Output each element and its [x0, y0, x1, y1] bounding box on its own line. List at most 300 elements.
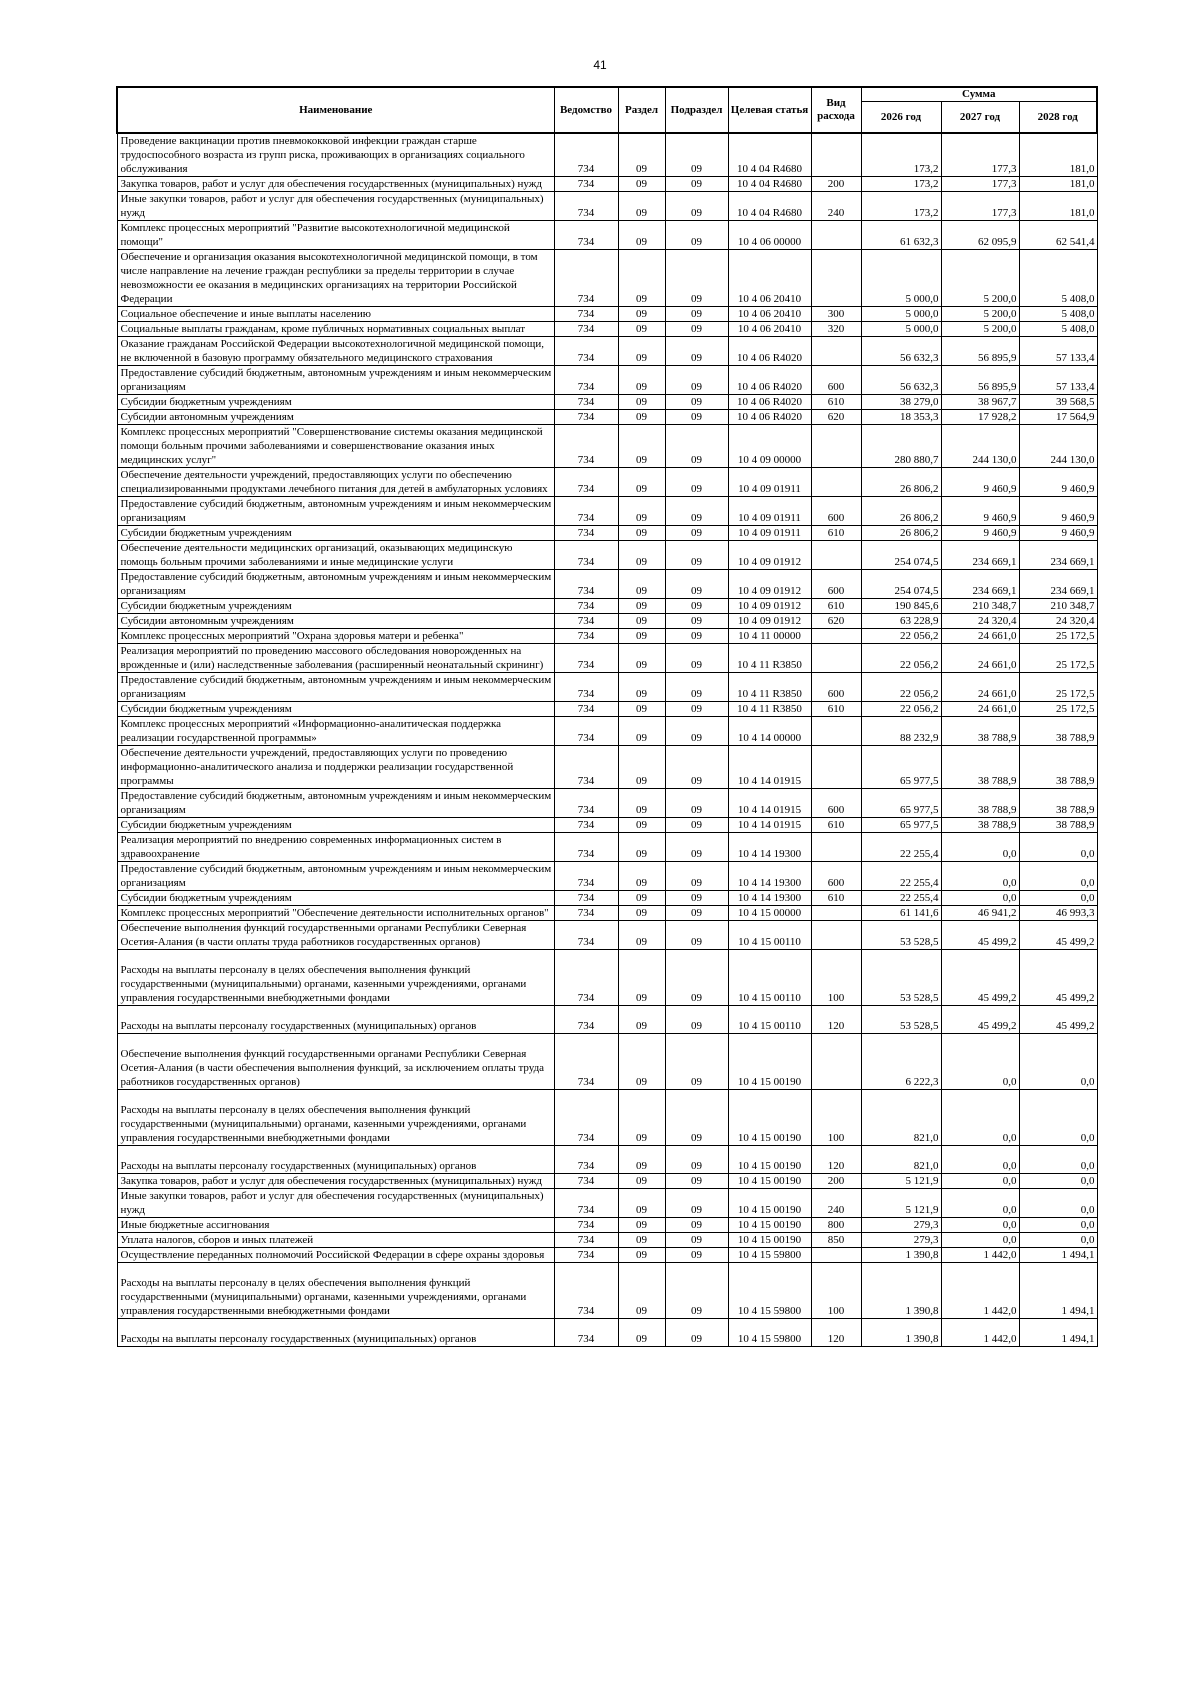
cell-name: Субсидии автономным учреждениям [117, 614, 554, 629]
cell-expense-type: 610 [811, 526, 861, 541]
cell-sum-2027: 177,3 [941, 133, 1019, 177]
cell-razdel: 09 [618, 1233, 665, 1248]
cell-sum-2026: 18 353,3 [861, 410, 941, 425]
cell-vedomstvo: 734 [554, 395, 618, 410]
cell-name: Закупка товаров, работ и услуг для обеспечения государственных (муниципальных) нужд [117, 1174, 554, 1189]
cell-expense-type [811, 644, 861, 673]
cell-podrazdel: 09 [665, 192, 728, 221]
cell-target-article: 10 4 14 01915 [728, 818, 811, 833]
cell-expense-type: 100 [811, 1090, 861, 1146]
cell-sum-2026: 53 528,5 [861, 1006, 941, 1034]
cell-sum-2027: 0,0 [941, 1174, 1019, 1189]
cell-razdel: 09 [618, 1218, 665, 1233]
cell-vedomstvo: 734 [554, 1319, 618, 1347]
cell-sum-2027: 5 200,0 [941, 250, 1019, 307]
cell-vedomstvo: 734 [554, 1263, 618, 1319]
cell-name: Субсидии бюджетным учреждениям [117, 526, 554, 541]
table-row [117, 1146, 1097, 1174]
cell-sum-2028: 25 172,5 [1019, 702, 1097, 717]
cell-expense-type [811, 629, 861, 644]
cell-sum-2028: 0,0 [1019, 1146, 1097, 1174]
cell-name: Субсидии бюджетным учреждениям [117, 702, 554, 717]
cell-podrazdel: 09 [665, 1319, 728, 1347]
cell-expense-type: 610 [811, 599, 861, 614]
cell-podrazdel: 09 [665, 1006, 728, 1034]
cell-sum-2027: 177,3 [941, 192, 1019, 221]
cell-expense-type [811, 906, 861, 921]
cell-podrazdel: 09 [665, 746, 728, 789]
cell-target-article: 10 4 15 00190 [728, 1090, 811, 1146]
table-row [117, 570, 1097, 599]
cell-sum-2027: 1 442,0 [941, 1319, 1019, 1347]
cell-target-article: 10 4 09 01912 [728, 599, 811, 614]
cell-name: Предоставление субсидий бюджетным, автономным учреждениям и иным некоммерческим организациям [117, 789, 554, 818]
cell-sum-2026: 190 845,6 [861, 599, 941, 614]
header-name: Наименование [117, 87, 554, 133]
cell-podrazdel: 09 [665, 906, 728, 921]
cell-sum-2027: 5 200,0 [941, 307, 1019, 322]
cell-name: Комплекс процессных мероприятий "Совершенствование системы оказания медицинской помощи больным прочими заболеваниями и совершенствование оказания иных медицинских услуг" [117, 425, 554, 468]
cell-sum-2028: 17 564,9 [1019, 410, 1097, 425]
cell-razdel: 09 [618, 468, 665, 497]
cell-name: Субсидии бюджетным учреждениям [117, 395, 554, 410]
cell-vedomstvo: 734 [554, 950, 618, 1006]
cell-expense-type [811, 541, 861, 570]
cell-razdel: 09 [618, 410, 665, 425]
cell-expense-type [811, 468, 861, 497]
cell-target-article: 10 4 15 00110 [728, 950, 811, 1006]
cell-target-article: 10 4 09 01912 [728, 570, 811, 599]
cell-vedomstvo: 734 [554, 570, 618, 599]
cell-podrazdel: 09 [665, 221, 728, 250]
cell-sum-2027: 0,0 [941, 891, 1019, 906]
cell-sum-2028: 0,0 [1019, 833, 1097, 862]
cell-sum-2026: 56 632,3 [861, 366, 941, 395]
cell-name: Обеспечение деятельности учреждений, предоставляющих услуги по проведению информационно-аналитического анализа и поддержки реализации государственной программы [117, 746, 554, 789]
cell-name: Субсидии автономным учреждениям [117, 410, 554, 425]
cell-expense-type [811, 133, 861, 177]
table-row [117, 702, 1097, 717]
cell-expense-type: 600 [811, 570, 861, 599]
cell-sum-2028: 0,0 [1019, 1034, 1097, 1090]
cell-razdel: 09 [618, 1248, 665, 1263]
cell-expense-type: 800 [811, 1218, 861, 1233]
cell-name: Субсидии бюджетным учреждениям [117, 818, 554, 833]
cell-name: Обеспечение деятельности медицинских организаций, оказывающих медицинскую помощь больным прочими заболеваниями и иные медицинские услуги [117, 541, 554, 570]
cell-target-article: 10 4 14 19300 [728, 833, 811, 862]
cell-razdel: 09 [618, 818, 665, 833]
table-row [117, 177, 1097, 192]
cell-sum-2027: 45 499,2 [941, 950, 1019, 1006]
table-row [117, 906, 1097, 921]
cell-sum-2026: 254 074,5 [861, 570, 941, 599]
table-row [117, 673, 1097, 702]
cell-sum-2028: 45 499,2 [1019, 950, 1097, 1006]
cell-sum-2027: 24 661,0 [941, 673, 1019, 702]
cell-razdel: 09 [618, 497, 665, 526]
cell-sum-2028: 5 408,0 [1019, 322, 1097, 337]
cell-expense-type: 610 [811, 702, 861, 717]
cell-sum-2026: 5 000,0 [861, 307, 941, 322]
cell-podrazdel: 09 [665, 526, 728, 541]
cell-sum-2026: 280 880,7 [861, 425, 941, 468]
table-row [117, 1174, 1097, 1189]
cell-target-article: 10 4 09 01911 [728, 526, 811, 541]
cell-target-article: 10 4 15 00190 [728, 1233, 811, 1248]
cell-razdel: 09 [618, 1263, 665, 1319]
table-row [117, 468, 1097, 497]
cell-vedomstvo: 734 [554, 1006, 618, 1034]
table-row [117, 497, 1097, 526]
cell-sum-2028: 0,0 [1019, 1233, 1097, 1248]
cell-razdel: 09 [618, 1090, 665, 1146]
cell-razdel: 09 [618, 862, 665, 891]
cell-target-article: 10 4 06 R4020 [728, 337, 811, 366]
cell-target-article: 10 4 15 00110 [728, 921, 811, 950]
cell-podrazdel: 09 [665, 410, 728, 425]
cell-sum-2028: 234 669,1 [1019, 541, 1097, 570]
cell-expense-type: 600 [811, 862, 861, 891]
cell-podrazdel: 09 [665, 702, 728, 717]
cell-sum-2027: 1 442,0 [941, 1263, 1019, 1319]
cell-sum-2027: 17 928,2 [941, 410, 1019, 425]
cell-sum-2027: 244 130,0 [941, 425, 1019, 468]
cell-sum-2027: 9 460,9 [941, 526, 1019, 541]
cell-expense-type [811, 833, 861, 862]
cell-target-article: 10 4 15 59800 [728, 1319, 811, 1347]
cell-target-article: 10 4 15 00190 [728, 1174, 811, 1189]
cell-target-article: 10 4 15 00110 [728, 1006, 811, 1034]
cell-podrazdel: 09 [665, 468, 728, 497]
cell-razdel: 09 [618, 526, 665, 541]
cell-target-article: 10 4 04 R4680 [728, 133, 811, 177]
cell-target-article: 10 4 14 19300 [728, 891, 811, 906]
table-body [117, 133, 1097, 1347]
budget-table [116, 86, 1098, 1347]
cell-sum-2028: 24 320,4 [1019, 614, 1097, 629]
cell-sum-2027: 38 967,7 [941, 395, 1019, 410]
cell-razdel: 09 [618, 250, 665, 307]
cell-sum-2028: 38 788,9 [1019, 746, 1097, 789]
cell-name: Обеспечение деятельности учреждений, предоставляющих услуги по обеспечению специализированными продуктами лечебного питания для детей в амбулаторных условиях [117, 468, 554, 497]
cell-razdel: 09 [618, 629, 665, 644]
cell-expense-type: 300 [811, 307, 861, 322]
cell-target-article: 10 4 11 R3850 [728, 702, 811, 717]
cell-expense-type: 200 [811, 1174, 861, 1189]
cell-sum-2026: 1 390,8 [861, 1248, 941, 1263]
table-row [117, 425, 1097, 468]
cell-sum-2028: 0,0 [1019, 1090, 1097, 1146]
cell-sum-2027: 177,3 [941, 177, 1019, 192]
cell-sum-2028: 5 408,0 [1019, 307, 1097, 322]
cell-sum-2028: 1 494,1 [1019, 1319, 1097, 1347]
cell-sum-2027: 56 895,9 [941, 366, 1019, 395]
cell-expense-type [811, 250, 861, 307]
cell-name: Расходы на выплаты персоналу государственных (муниципальных) органов [117, 1319, 554, 1347]
cell-razdel: 09 [618, 1034, 665, 1090]
cell-expense-type: 240 [811, 192, 861, 221]
cell-sum-2027: 24 320,4 [941, 614, 1019, 629]
cell-target-article: 10 4 09 01911 [728, 497, 811, 526]
cell-vedomstvo: 734 [554, 1233, 618, 1248]
cell-sum-2026: 279,3 [861, 1218, 941, 1233]
table-row [117, 862, 1097, 891]
cell-sum-2027: 210 348,7 [941, 599, 1019, 614]
cell-expense-type: 120 [811, 1319, 861, 1347]
cell-vedomstvo: 734 [554, 425, 618, 468]
cell-target-article: 10 4 09 01912 [728, 541, 811, 570]
cell-expense-type: 620 [811, 614, 861, 629]
cell-vedomstvo: 734 [554, 322, 618, 337]
cell-razdel: 09 [618, 673, 665, 702]
table-row [117, 599, 1097, 614]
cell-podrazdel: 09 [665, 177, 728, 192]
cell-expense-type: 850 [811, 1233, 861, 1248]
cell-vedomstvo: 734 [554, 673, 618, 702]
cell-name: Социальные выплаты гражданам, кроме публичных нормативных социальных выплат [117, 322, 554, 337]
table-row [117, 337, 1097, 366]
table-row [117, 614, 1097, 629]
cell-podrazdel: 09 [665, 541, 728, 570]
cell-vedomstvo: 734 [554, 221, 618, 250]
cell-target-article: 10 4 15 59800 [728, 1263, 811, 1319]
cell-target-article: 10 4 06 R4020 [728, 395, 811, 410]
cell-razdel: 09 [618, 921, 665, 950]
header-target-article: Целевая статья [728, 87, 811, 133]
cell-name: Субсидии бюджетным учреждениям [117, 891, 554, 906]
table-row [117, 1034, 1097, 1090]
cell-vedomstvo: 734 [554, 307, 618, 322]
cell-razdel: 09 [618, 337, 665, 366]
cell-sum-2027: 0,0 [941, 1034, 1019, 1090]
table-row [117, 526, 1097, 541]
cell-sum-2026: 22 056,2 [861, 644, 941, 673]
cell-sum-2028: 1 494,1 [1019, 1263, 1097, 1319]
cell-sum-2027: 45 499,2 [941, 1006, 1019, 1034]
cell-podrazdel: 09 [665, 250, 728, 307]
cell-expense-type: 600 [811, 673, 861, 702]
cell-podrazdel: 09 [665, 322, 728, 337]
cell-name: Реализация мероприятий по внедрению современных информационных систем в здравоохранение [117, 833, 554, 862]
table-row [117, 629, 1097, 644]
cell-podrazdel: 09 [665, 891, 728, 906]
cell-razdel: 09 [618, 891, 665, 906]
cell-target-article: 10 4 15 00190 [728, 1218, 811, 1233]
table-row [117, 1189, 1097, 1218]
cell-sum-2027: 9 460,9 [941, 497, 1019, 526]
table-row [117, 1218, 1097, 1233]
cell-vedomstvo: 734 [554, 497, 618, 526]
cell-podrazdel: 09 [665, 833, 728, 862]
cell-podrazdel: 09 [665, 395, 728, 410]
cell-vedomstvo: 734 [554, 1034, 618, 1090]
cell-sum-2028: 0,0 [1019, 1189, 1097, 1218]
cell-sum-2028: 9 460,9 [1019, 468, 1097, 497]
cell-podrazdel: 09 [665, 644, 728, 673]
cell-podrazdel: 09 [665, 921, 728, 950]
cell-sum-2027: 234 669,1 [941, 570, 1019, 599]
cell-vedomstvo: 734 [554, 1248, 618, 1263]
cell-razdel: 09 [618, 177, 665, 192]
cell-name: Расходы на выплаты персоналу в целях обеспечения выполнения функций государственными (муниципальными) органами, казенными учреждениями, органами управления государственными внебюджетными фондами [117, 1263, 554, 1319]
cell-sum-2027: 24 661,0 [941, 702, 1019, 717]
cell-sum-2027: 46 941,2 [941, 906, 1019, 921]
cell-podrazdel: 09 [665, 862, 728, 891]
cell-razdel: 09 [618, 1146, 665, 1174]
cell-name: Осуществление переданных полномочий Российской Федерации в сфере охраны здоровья [117, 1248, 554, 1263]
header-year-2027: 2027 год [941, 102, 1019, 133]
cell-target-article: 10 4 09 01911 [728, 468, 811, 497]
cell-expense-type: 610 [811, 395, 861, 410]
cell-sum-2026: 821,0 [861, 1146, 941, 1174]
cell-target-article: 10 4 14 01915 [728, 789, 811, 818]
cell-razdel: 09 [618, 702, 665, 717]
cell-podrazdel: 09 [665, 1189, 728, 1218]
cell-vedomstvo: 734 [554, 366, 618, 395]
cell-expense-type: 200 [811, 177, 861, 192]
cell-razdel: 09 [618, 614, 665, 629]
cell-sum-2026: 5 000,0 [861, 250, 941, 307]
cell-razdel: 09 [618, 717, 665, 746]
cell-sum-2028: 1 494,1 [1019, 1248, 1097, 1263]
cell-name: Субсидии бюджетным учреждениям [117, 599, 554, 614]
table-row [117, 541, 1097, 570]
cell-razdel: 09 [618, 746, 665, 789]
cell-vedomstvo: 734 [554, 818, 618, 833]
table-row [117, 322, 1097, 337]
cell-podrazdel: 09 [665, 599, 728, 614]
cell-razdel: 09 [618, 133, 665, 177]
cell-target-article: 10 4 04 R4680 [728, 192, 811, 221]
cell-vedomstvo: 734 [554, 192, 618, 221]
cell-name: Комплекс процессных мероприятий «Информационно-аналитическая поддержка реализации государственной программы» [117, 717, 554, 746]
cell-expense-type: 600 [811, 366, 861, 395]
cell-podrazdel: 09 [665, 497, 728, 526]
cell-sum-2028: 45 499,2 [1019, 1006, 1097, 1034]
cell-sum-2028: 62 541,4 [1019, 221, 1097, 250]
cell-sum-2026: 53 528,5 [861, 921, 941, 950]
table-row [117, 307, 1097, 322]
cell-sum-2026: 22 255,4 [861, 891, 941, 906]
cell-expense-type: 320 [811, 322, 861, 337]
cell-name: Комплекс процессных мероприятий "Развитие высокотехнологичной медицинской помощи" [117, 221, 554, 250]
cell-podrazdel: 09 [665, 673, 728, 702]
cell-target-article: 10 4 06 20410 [728, 307, 811, 322]
cell-sum-2028: 38 788,9 [1019, 789, 1097, 818]
cell-razdel: 09 [618, 1174, 665, 1189]
cell-vedomstvo: 734 [554, 177, 618, 192]
cell-razdel: 09 [618, 950, 665, 1006]
cell-target-article: 10 4 09 01912 [728, 614, 811, 629]
cell-sum-2028: 25 172,5 [1019, 629, 1097, 644]
cell-sum-2028: 38 788,9 [1019, 818, 1097, 833]
cell-name: Социальное обеспечение и иные выплаты населению [117, 307, 554, 322]
cell-vedomstvo: 734 [554, 746, 618, 789]
cell-razdel: 09 [618, 307, 665, 322]
cell-sum-2027: 0,0 [941, 1218, 1019, 1233]
cell-sum-2026: 173,2 [861, 133, 941, 177]
cell-vedomstvo: 734 [554, 921, 618, 950]
cell-name: Реализация мероприятий по проведению массового обследования новорожденных на врожденные и (или) наследственные заболевания (расширенный неонатальный скрининг) [117, 644, 554, 673]
cell-target-article: 10 4 15 00000 [728, 906, 811, 921]
cell-razdel: 09 [618, 221, 665, 250]
cell-sum-2028: 0,0 [1019, 862, 1097, 891]
cell-sum-2027: 0,0 [941, 1189, 1019, 1218]
cell-razdel: 09 [618, 395, 665, 410]
table-header [117, 87, 1097, 133]
cell-sum-2028: 38 788,9 [1019, 717, 1097, 746]
cell-sum-2027: 38 788,9 [941, 818, 1019, 833]
cell-sum-2027: 0,0 [941, 1146, 1019, 1174]
cell-target-article: 10 4 09 00000 [728, 425, 811, 468]
table-row [117, 644, 1097, 673]
cell-vedomstvo: 734 [554, 541, 618, 570]
cell-sum-2028: 46 993,3 [1019, 906, 1097, 921]
cell-podrazdel: 09 [665, 1174, 728, 1189]
table-row [117, 395, 1097, 410]
table-row [117, 1263, 1097, 1319]
cell-sum-2027: 0,0 [941, 1090, 1019, 1146]
cell-podrazdel: 09 [665, 307, 728, 322]
cell-sum-2026: 279,3 [861, 1233, 941, 1248]
header-podrazdel: Подраздел [665, 87, 728, 133]
cell-name: Комплекс процессных мероприятий "Обеспечение деятельности исполнительных органов" [117, 906, 554, 921]
cell-target-article: 10 4 14 00000 [728, 717, 811, 746]
cell-name: Расходы на выплаты персоналу в целях обеспечения выполнения функций государственными (муниципальными) органами, казенными учреждениями, органами управления государственными внебюджетными фондами [117, 950, 554, 1006]
cell-sum-2027: 62 095,9 [941, 221, 1019, 250]
cell-sum-2026: 254 074,5 [861, 541, 941, 570]
cell-name: Предоставление субсидий бюджетным, автономным учреждениям и иным некоммерческим организациям [117, 673, 554, 702]
table-row [117, 833, 1097, 862]
cell-sum-2028: 181,0 [1019, 192, 1097, 221]
cell-sum-2026: 65 977,5 [861, 818, 941, 833]
cell-expense-type: 600 [811, 789, 861, 818]
cell-expense-type [811, 746, 861, 789]
cell-vedomstvo: 734 [554, 1218, 618, 1233]
cell-razdel: 09 [618, 425, 665, 468]
cell-name: Иные закупки товаров, работ и услуг для обеспечения государственных (муниципальных) нужд [117, 192, 554, 221]
cell-sum-2028: 181,0 [1019, 133, 1097, 177]
cell-name: Предоставление субсидий бюджетным, автономным учреждениям и иным некоммерческим организациям [117, 862, 554, 891]
cell-sum-2026: 6 222,3 [861, 1034, 941, 1090]
cell-sum-2026: 5 121,9 [861, 1174, 941, 1189]
cell-razdel: 09 [618, 192, 665, 221]
cell-vedomstvo: 734 [554, 1090, 618, 1146]
cell-razdel: 09 [618, 541, 665, 570]
table-row [117, 133, 1097, 177]
table-row [117, 1090, 1097, 1146]
cell-sum-2027: 45 499,2 [941, 921, 1019, 950]
cell-vedomstvo: 734 [554, 1189, 618, 1218]
cell-podrazdel: 09 [665, 1263, 728, 1319]
cell-sum-2027: 1 442,0 [941, 1248, 1019, 1263]
cell-sum-2026: 5 121,9 [861, 1189, 941, 1218]
cell-vedomstvo: 734 [554, 1174, 618, 1189]
table-row [117, 366, 1097, 395]
cell-sum-2028: 45 499,2 [1019, 921, 1097, 950]
cell-expense-type: 100 [811, 950, 861, 1006]
cell-sum-2026: 65 977,5 [861, 746, 941, 789]
cell-sum-2028: 57 133,4 [1019, 337, 1097, 366]
table-row [117, 1233, 1097, 1248]
cell-podrazdel: 09 [665, 366, 728, 395]
cell-sum-2027: 5 200,0 [941, 322, 1019, 337]
cell-vedomstvo: 734 [554, 789, 618, 818]
cell-sum-2026: 821,0 [861, 1090, 941, 1146]
cell-vedomstvo: 734 [554, 468, 618, 497]
cell-razdel: 09 [618, 599, 665, 614]
cell-sum-2027: 0,0 [941, 1233, 1019, 1248]
